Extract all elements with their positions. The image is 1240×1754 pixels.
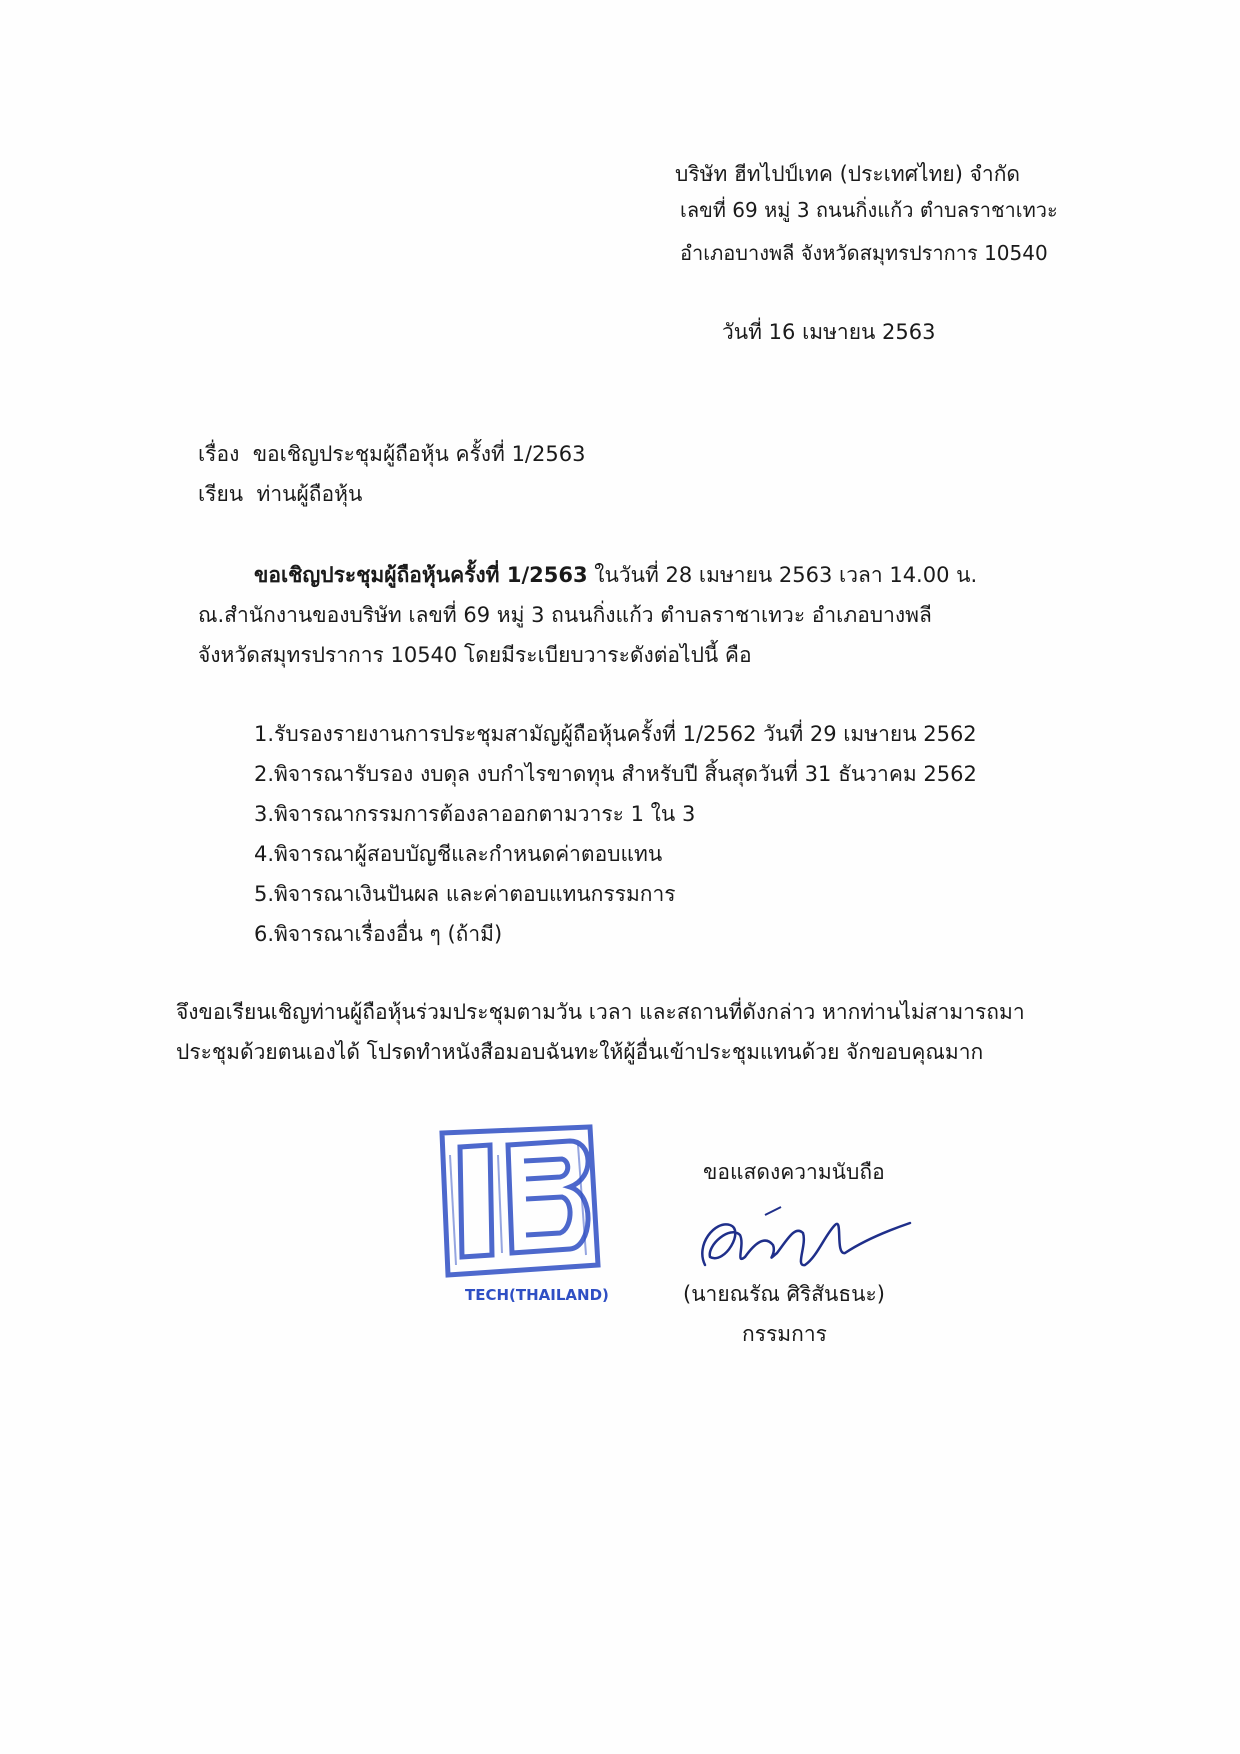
letter-date: วันที่ 16 เมษายน 2563 bbox=[722, 320, 936, 344]
body-line-1 bbox=[254, 563, 977, 588]
stamp-text: TECH(THAILAND) bbox=[465, 1286, 609, 1304]
recipient-text: ท่านผู้ถือหุ้น bbox=[256, 482, 363, 506]
signatory-name: (นายณรัณ ศิริสันธนะ) bbox=[683, 1282, 885, 1306]
agenda-item: 5.พิจารณาเงินปันผล และค่าตอบแทนกรรมการ bbox=[254, 882, 676, 906]
address-line-2: อำเภอบางพลี จังหวัดสมุทรปราการ 10540 bbox=[680, 241, 1048, 265]
closing-line-1: จึงขอเรียนเชิญท่านผู้ถือหุ้นร่วมประชุมตามวัน เวลา และสถานที่ดังกล่าว หากท่านไม่สามารถมา bbox=[176, 1000, 1025, 1024]
company-name: บริษัท ฮีทไปป์เทค (ประเทศไทย) จำกัด bbox=[675, 162, 1021, 186]
agenda-item: 1.รับรองรายงานการประชุมสามัญผู้ถือหุ้นครั้งที่ 1/2562 วันที่ 29 เมษายน 2562 bbox=[254, 722, 977, 746]
subject-line bbox=[198, 442, 585, 467]
regards-text: ขอแสดงความนับถือ bbox=[703, 1160, 885, 1184]
closing-line-2: ประชุมด้วยตนเองได้ โปรดทำหนังสือมอบฉันทะให้ผู้อื่นเข้าประชุมแทนด้วย จักขอบคุณมาก bbox=[176, 1040, 984, 1064]
handwritten-signature bbox=[685, 1195, 935, 1285]
address-line-1: เลขที่ 69 หมู่ 3 ถนนกิ่งแก้ว ตำบลราชาเทวะ bbox=[680, 198, 1058, 222]
body-line-3: จังหวัดสมุทรปราการ 10540 โดยมีระเบียบวาระดังต่อไปนี้ คือ bbox=[198, 643, 752, 667]
signatory-position: กรรมการ bbox=[742, 1322, 827, 1346]
agenda-item: 2.พิจารณารับรอง งบดุล งบกำไรขาดทุน สำหรับปี สิ้นสุดวันที่ 31 ธันวาคม 2562 bbox=[254, 762, 977, 786]
body-lead-bold: ขอเชิญประชุมผู้ถือหุ้นครั้งที่ 1/2563 bbox=[254, 563, 588, 587]
body-line-2: ณ.สำนักงานของบริษัท เลขที่ 69 หมู่ 3 ถนนกิ่งแก้ว ตำบลราชาเทวะ อำเภอบางพลี bbox=[198, 603, 932, 627]
agenda-item: 3.พิจารณากรรมการต้องลาออกตามวาระ 1 ใน 3 bbox=[254, 802, 696, 826]
agenda-item: 6.พิจารณาเรื่องอื่น ๆ (ถ้ามี) bbox=[254, 922, 503, 946]
recipient-line bbox=[198, 482, 362, 507]
body-lead-rest: ในวันที่ 28 เมษายน 2563 เวลา 14.00 น. bbox=[587, 563, 978, 587]
company-stamp bbox=[420, 1115, 630, 1315]
subject-label: เรื่อง bbox=[198, 442, 240, 466]
agenda-item: 4.พิจารณาผู้สอบบัญชีและกำหนดค่าตอบแทน bbox=[254, 842, 663, 866]
recipient-label: เรียน bbox=[198, 482, 244, 506]
subject-text: ขอเชิญประชุมผู้ถือหุ้น ครั้งที่ 1/2563 bbox=[252, 442, 586, 466]
